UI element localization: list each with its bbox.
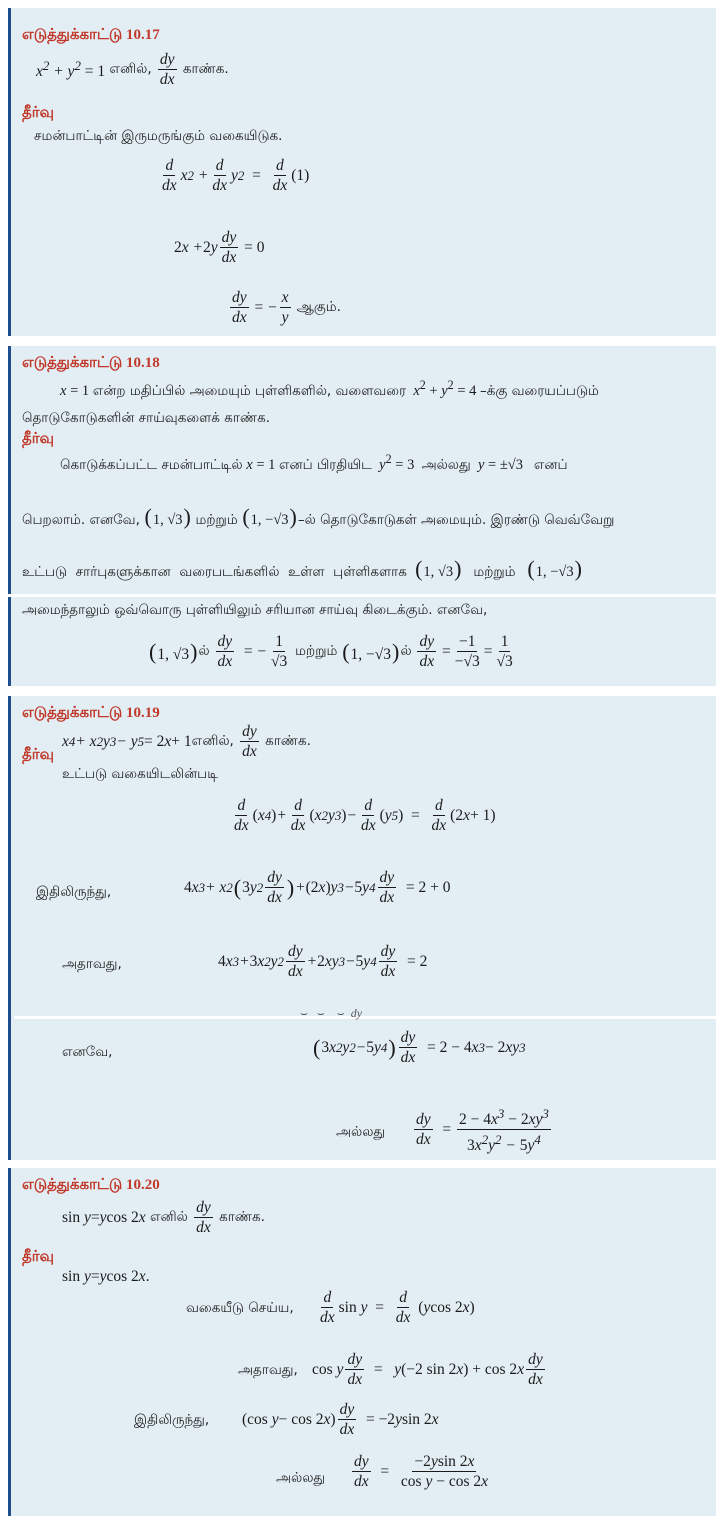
solution-label: தீர்வு [22, 1249, 54, 1265]
equation-line-3: $\frac{dy}{dx}$ = − $\frac{x}{y}$ ஆகும். [232, 289, 341, 326]
equation-line-2: cos y $\frac{dy}{dx}$ = y (−2 sin 2 x ) + cos 2 x $\frac{dy}{dx}$ [312, 1351, 543, 1388]
equation-line-1: $\frac{d}{dx}$ ( x 4 ) + $\frac{d}{dx}$ ( x 2 y 3 ) − $\frac{d}{dx}$ ( y 5 ) = $\frac{d}{dx}$ (2 x + 1) [234, 797, 496, 834]
example-problem-10-17: $x^2 + y^2 = 1$ எனில், $\frac{dy}{dx}$ காண்க. [36, 51, 229, 88]
equation-label-1: வகையீடு செய்ய, [186, 1300, 294, 1316]
example-heading-10-17: எடுத்துக்காட்டு 10.17 [22, 27, 160, 43]
solution-step-text: உட்படு வகையிடலின்படி [62, 766, 218, 782]
equation-line-1: $\frac{d}{dx}$ sin y = $\frac{d}{dx}$ ( y cos 2 x ) [320, 1289, 475, 1326]
equation-line-2: 4 x 3 + x 2 ( 3 y 2 $\frac{dy}{dx}$ ) + (2 x ) y 3 − 5 y 4 $\frac{dy}{dx}$ = 2 + 0 [184, 869, 451, 906]
solution-label: தீர்வு [22, 105, 54, 121]
solution-line-2: பெறலாம். எனவே, (1, √3) மற்றும் (1, −√3)–ல் தொடுகோடுகள் அமையும். இரண்டு வெவ்வேறு [22, 504, 615, 529]
equation-label-4: அல்லது [276, 1470, 326, 1486]
equation-line-4: $\frac{dy}{dx}$ = $\frac{-2ysin 2x}{\text{cos y − cos 2x}}$ [354, 1453, 488, 1490]
solution-line-3: உட்படு சார்புகளுக்கான வரைபடங்களில் உள்ள புள்ளிகளாக (1, √3) மற்றும் (1, −√3) [22, 556, 582, 581]
equation-label-5: அல்லது [336, 1124, 386, 1140]
equation-label-2: அதாவது, [238, 1362, 298, 1378]
equation-line-1: $\frac{d}{dx}$ x 2 + $\frac{d}{dx}$ y 2 = $\frac{d}{dx}$ (1) [162, 157, 310, 194]
equation-label-3: அதாவது, [62, 956, 122, 972]
equation-line-3: (cos y − cos 2 x ) $\frac{dy}{dx}$ = −2 y sin 2 x [242, 1401, 439, 1438]
equation-label-3: இதிலிருந்து, [134, 1412, 210, 1428]
slope-equation: (1, √3) ல் $\frac{dy}{dx}$ = − $\frac{1}{√3}$ மற்றும் (1, −√3) ல் $\frac{dy}{dx}$ = $\frac{-1}{-√3}$ = $\frac{1}{√3}$ [149, 633, 513, 670]
problem-line-2: தொடுகோடுகளின் சாய்வுகளைக் காண்க. [22, 410, 271, 426]
example-heading-10-19: எடுத்துக்காட்டு 10.19 [22, 705, 160, 721]
equation-line-4: ( 3 x 2 y 2 − 5 y 4 ) $\frac{dy}{dx}$ = 2 − 4 x 3 − 2 xy 3 [313, 1029, 526, 1066]
example-heading-10-20: எடுத்துக்காட்டு 10.20 [22, 1177, 160, 1193]
clipped-line-fragment: ⌣ ⌣ ⌣ dy [300, 1006, 363, 1020]
equation-line-3: 4 x 3 + 3 x 2 y 2 $\frac{dy}{dx}$ + 2 xy 3 − 5 y 4 $\frac{dy}{dx}$ = 2 [218, 943, 428, 980]
example-problem-10-19: x 4 + x 2 y 3 − y 5 = 2 x + 1 எனில், $\frac{dy}{dx}$ காண்க. [62, 723, 311, 760]
solution-line-1: கொடுக்கப்பட்ட சமன்பாட்டில் x = 1 எனப் பிரதியிட $y^2 = 3$ அல்லது y = ±√3 எனப் [60, 452, 568, 473]
solution-label: தீர்வு [22, 431, 54, 447]
equation-line-2: 2 x + 2 y $\frac{dy}{dx}$ = 0 [174, 229, 265, 266]
equation-label-2: இதிலிருந்து, [36, 884, 112, 900]
equation-line-5: $\frac{dy}{dx}$ = $\frac{2 - 4x^3 - 2xy^3}{3x^2y^2 - 5y^4}$ [416, 1106, 549, 1155]
equation-label-4: எனவே, [62, 1044, 113, 1060]
problem-expression: $x^2 + y^2 = 1$ [36, 57, 106, 81]
example-heading-10-18: எடுத்துக்காட்டு 10.18 [22, 355, 160, 371]
solution-label: தீர்வு [22, 747, 54, 763]
given-equation: sin y = y cos 2 x . [62, 1268, 150, 1285]
box-separator [14, 1016, 716, 1019]
example-problem-10-20: sin y = y cos 2 x எனில் $\frac{dy}{dx}$ காண்க. [62, 1199, 265, 1236]
solution-step-text: சமன்பாட்டின் இருமருங்கும் வகையிடுக. [34, 128, 283, 144]
solution-line-4: அமைந்தாலும் ஒவ்வொரு புள்ளியிலும் சரியான சாய்வு கிடைக்கும். எனவே, [22, 602, 488, 618]
problem-line-1: x = 1 என்ற மதிப்பில் அமையும் புள்ளிகளில், வளைவரை $x^2 + y^2 = 4$ –க்கு வரையப்படும் [60, 378, 599, 399]
box-separator [8, 594, 716, 597]
